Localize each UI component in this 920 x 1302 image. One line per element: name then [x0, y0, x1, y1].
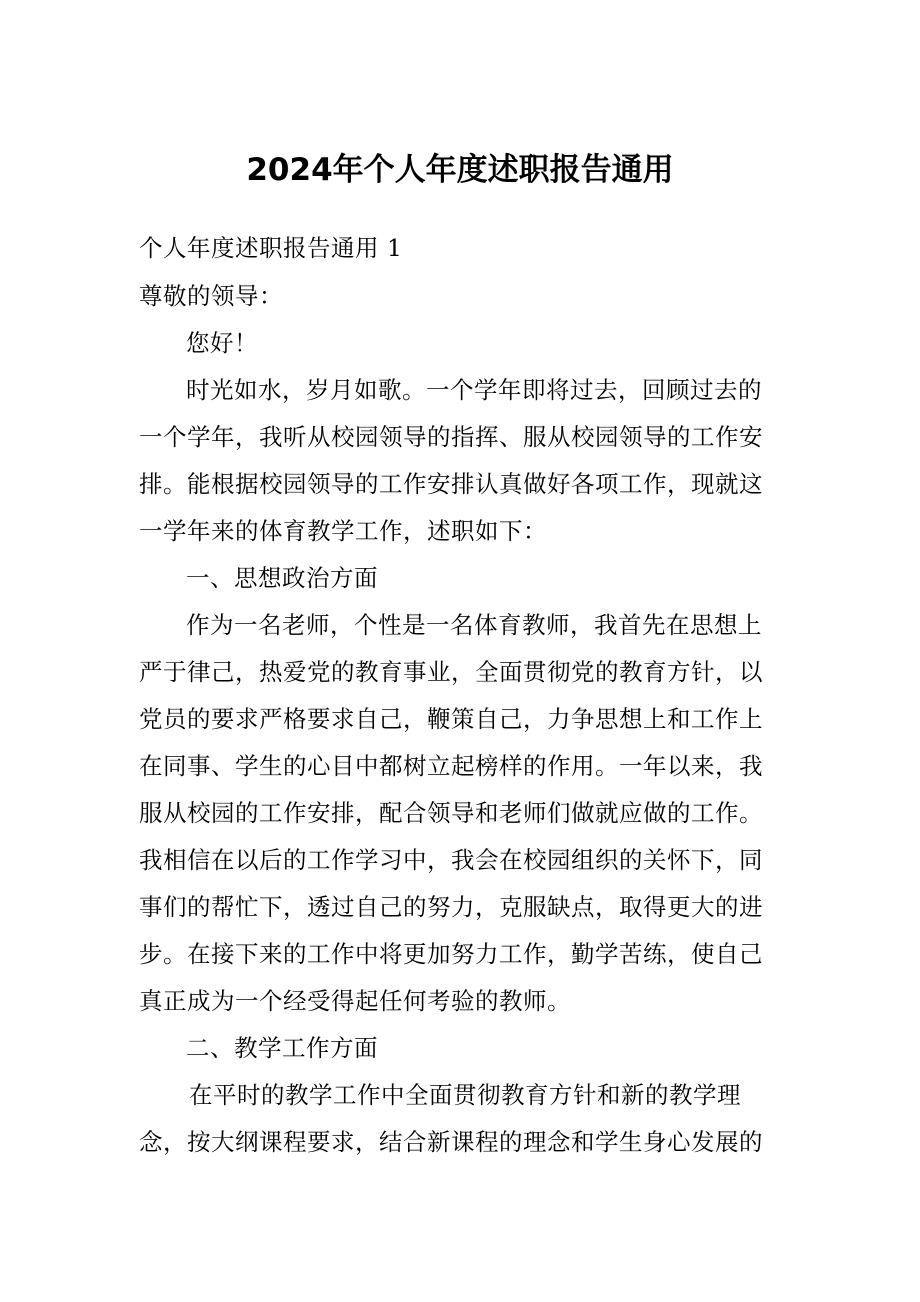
- paragraph-line: 一个学年，我听从校园领导的指挥、服从校园领导的工作安: [139, 423, 763, 451]
- section-heading: 个人年度述职报告通用 1: [139, 234, 403, 262]
- paragraph-line: 一学年来的体育教学工作，述职如下：: [139, 517, 547, 545]
- subsection-heading: 一、思想政治方面: [186, 564, 378, 592]
- paragraph-line: 事们的帮忙下，透过自己的努力，克服缺点，取得更大的进: [139, 893, 763, 921]
- paragraph-line: 党员的要求严格要求自己，鞭策自己，力争思想上和工作上: [139, 705, 763, 733]
- paragraph-line: 步。在接下来的工作中将更加努力工作，勤学苦练，使自己: [139, 940, 763, 968]
- document-title: 2024年个人年度述职报告通用: [246, 152, 674, 188]
- paragraph-line: 我相信在以后的工作学习中，我会在校园组织的关怀下，同: [139, 846, 763, 874]
- paragraph-line: 时光如水，岁月如歌。一个学年即将过去，回顾过去的: [186, 376, 762, 404]
- paragraph-line: 在同事、学生的心目中都树立起榜样的作用。一年以来，我: [139, 752, 763, 780]
- paragraph-line: 服从校园的工作安排，配合领导和老师们做就应做的工作。: [139, 799, 763, 827]
- salutation: 尊敬的领导：: [139, 282, 283, 310]
- subsection-heading: 二、教学工作方面: [186, 1034, 378, 1062]
- paragraph-line: 作为一名老师，个性是一名体育教师，我首先在思想上: [186, 611, 762, 639]
- paragraph-line: 严于律己，热爱党的教育事业，全面贯彻党的教育方针，以: [139, 658, 763, 686]
- paragraph-line: 真正成为一个经受得起任何考验的教师。: [139, 987, 571, 1015]
- paragraph-line: 排。能根据校园领导的工作安排认真做好各项工作，现就这: [139, 470, 763, 498]
- greeting: 您好！: [186, 329, 258, 357]
- paragraph-line: 念，按大纲课程要求，结合新课程的理念和学生身心发展的: [139, 1128, 763, 1156]
- paragraph-line: 在平时的教学工作中全面贯彻教育方针和新的教学理: [189, 1081, 741, 1109]
